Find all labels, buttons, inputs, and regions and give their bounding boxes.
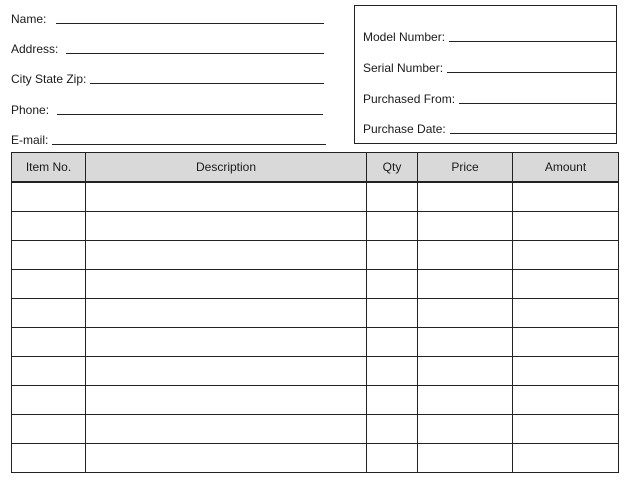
name-input-line[interactable] xyxy=(56,23,324,24)
price-cell[interactable] xyxy=(418,270,513,299)
price-cell[interactable] xyxy=(418,241,513,270)
qty-cell[interactable] xyxy=(367,270,418,299)
address-label: Address: xyxy=(11,42,59,56)
header-qty: Qty xyxy=(367,153,418,183)
city-state-zip-label: City State Zip: xyxy=(11,72,87,86)
email-field[interactable] xyxy=(11,129,326,147)
description-cell[interactable] xyxy=(86,444,367,473)
amount-cell[interactable] xyxy=(513,212,619,241)
product-info-box xyxy=(354,5,617,144)
name-field[interactable] xyxy=(11,8,324,26)
email-input-line[interactable] xyxy=(52,144,326,145)
table-row xyxy=(12,328,619,357)
table-row xyxy=(12,444,619,473)
purchased-from-input-line[interactable] xyxy=(459,103,616,104)
price-cell[interactable] xyxy=(418,415,513,444)
purchased-from-label: Purchased From: xyxy=(363,92,456,106)
phone-field[interactable] xyxy=(11,99,323,117)
description-cell[interactable] xyxy=(86,299,367,328)
city-state-zip-field[interactable] xyxy=(11,68,324,86)
item-no-cell[interactable] xyxy=(12,212,86,241)
purchase-date-field[interactable] xyxy=(363,120,616,136)
price-cell[interactable] xyxy=(418,444,513,473)
item-no-cell[interactable] xyxy=(12,270,86,299)
email-label: E-mail: xyxy=(11,133,49,147)
model-number-label: Model Number: xyxy=(363,30,446,44)
table-body xyxy=(12,182,619,473)
qty-cell[interactable] xyxy=(367,386,418,415)
header-amount: Amount xyxy=(513,153,619,183)
purchase-date-input-line[interactable] xyxy=(450,133,616,134)
header-price: Price xyxy=(418,153,513,183)
qty-cell[interactable] xyxy=(367,182,418,212)
item-no-cell[interactable] xyxy=(12,241,86,270)
item-no-cell[interactable] xyxy=(12,182,86,212)
table-header-row xyxy=(12,153,619,183)
table-row xyxy=(12,299,619,328)
description-cell[interactable] xyxy=(86,270,367,299)
item-no-cell[interactable] xyxy=(12,415,86,444)
amount-cell[interactable] xyxy=(513,386,619,415)
name-label: Name: xyxy=(11,12,47,26)
qty-cell[interactable] xyxy=(367,357,418,386)
table-row xyxy=(12,241,619,270)
description-cell[interactable] xyxy=(86,212,367,241)
model-number-input-line[interactable] xyxy=(449,41,616,42)
amount-cell[interactable] xyxy=(513,299,619,328)
model-number-field[interactable] xyxy=(363,28,616,44)
serial-number-input-line[interactable] xyxy=(447,72,616,73)
qty-cell[interactable] xyxy=(367,328,418,357)
item-no-cell[interactable] xyxy=(12,357,86,386)
city-state-zip-input-line[interactable] xyxy=(90,83,324,84)
purchase-date-label: Purchase Date: xyxy=(363,122,446,136)
amount-cell[interactable] xyxy=(513,415,619,444)
address-input-line[interactable] xyxy=(66,53,324,54)
qty-cell[interactable] xyxy=(367,212,418,241)
price-cell[interactable] xyxy=(418,386,513,415)
qty-cell[interactable] xyxy=(367,299,418,328)
header-description: Description xyxy=(86,153,367,183)
table-row xyxy=(12,386,619,415)
amount-cell[interactable] xyxy=(513,182,619,212)
item-no-cell[interactable] xyxy=(12,299,86,328)
table-row xyxy=(12,212,619,241)
qty-cell[interactable] xyxy=(367,415,418,444)
phone-input-line[interactable] xyxy=(57,114,323,115)
table-row xyxy=(12,182,619,212)
table-row xyxy=(12,270,619,299)
description-cell[interactable] xyxy=(86,182,367,212)
amount-cell[interactable] xyxy=(513,241,619,270)
purchased-from-field[interactable] xyxy=(363,90,616,106)
amount-cell[interactable] xyxy=(513,328,619,357)
amount-cell[interactable] xyxy=(513,357,619,386)
items-table xyxy=(11,152,619,473)
price-cell[interactable] xyxy=(418,357,513,386)
amount-cell[interactable] xyxy=(513,270,619,299)
amount-cell[interactable] xyxy=(513,444,619,473)
qty-cell[interactable] xyxy=(367,241,418,270)
price-cell[interactable] xyxy=(418,328,513,357)
table-row xyxy=(12,357,619,386)
item-no-cell[interactable] xyxy=(12,444,86,473)
item-no-cell[interactable] xyxy=(12,386,86,415)
phone-label: Phone: xyxy=(11,103,50,117)
price-cell[interactable] xyxy=(418,182,513,212)
serial-number-label: Serial Number: xyxy=(363,61,444,75)
description-cell[interactable] xyxy=(86,357,367,386)
price-cell[interactable] xyxy=(418,212,513,241)
table-row xyxy=(12,415,619,444)
description-cell[interactable] xyxy=(86,415,367,444)
price-cell[interactable] xyxy=(418,299,513,328)
header-item-no: Item No. xyxy=(12,153,86,183)
item-no-cell[interactable] xyxy=(12,328,86,357)
description-cell[interactable] xyxy=(86,241,367,270)
address-field[interactable] xyxy=(11,38,324,56)
serial-number-field[interactable] xyxy=(363,59,616,75)
qty-cell[interactable] xyxy=(367,444,418,473)
description-cell[interactable] xyxy=(86,328,367,357)
description-cell[interactable] xyxy=(86,386,367,415)
